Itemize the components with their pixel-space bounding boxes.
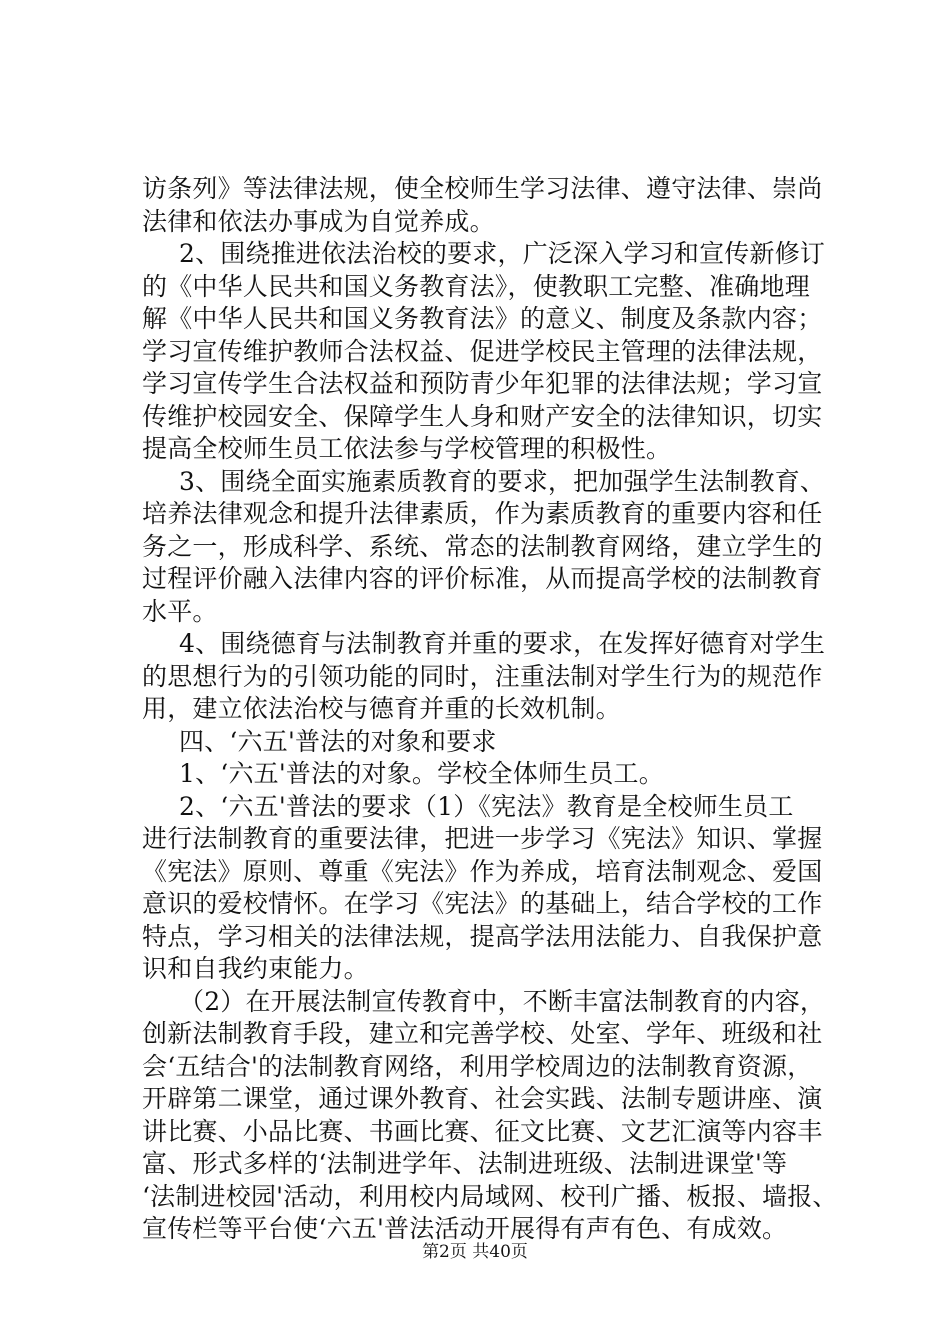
text-line: 讲比赛、小品比赛、书画比赛、征文比赛、文艺汇演等内容丰 (142, 1116, 823, 1146)
text-line: 开辟第二课堂，通过课外教育、社会实践、法制专题讲座、演 (142, 1084, 823, 1113)
paragraph-start: 2、‘六五'普法的要求（1）《宪法》教育是全校师生员工 (179, 791, 794, 821)
paragraph-start: 1、‘六五'普法的对象。学校全体师生员工。 (179, 759, 664, 788)
text-line: 特点，学习相关的法律法规，提高学法用法能力、自我保护意 (142, 921, 823, 951)
text-line: 《宪法》原则、尊重《宪法》作为养成，培育法制观念、爱国 (142, 856, 823, 886)
text-line: 进行法制教育的重要法律，把进一步学习《宪法》知识、掌握 (142, 824, 823, 853)
section-heading: 四、‘六五'普法的对象和要求 (179, 726, 497, 756)
text-line: 意识的爱校情怀。在学习《宪法》的基础上，结合学校的工作 (142, 889, 823, 918)
paragraph-start: 2、围绕推进依法治校的要求，广泛深入学习和宣传新修订 (179, 239, 826, 268)
document-body (142, 173, 838, 1246)
text-line: 用，建立依法治校与德育并重的长效机制。 (142, 694, 621, 723)
text-line: 的思想行为的引领功能的同时，注重法制对学生行为的规范作 (142, 661, 823, 691)
paragraph-start: （2）在开展法制宣传教育中，不断丰富法制教育的内容， (179, 986, 826, 1016)
text-line: 培养法律观念和提升法律素质，作为素质教育的重要内容和任 (142, 499, 823, 528)
text-line: 法律和依法办事成为自觉养成。 (142, 206, 495, 236)
text-line: 会‘五结合'的法制教育网络，利用学校周边的法制教育资源， (142, 1051, 813, 1081)
text-line: 解《中华人民共和国义务教育法》的意义、制度及条款内容； (142, 304, 823, 333)
text-line: 水平。 (142, 596, 218, 626)
text-line: 访条列》等法律法规，使全校师生学习法律、遵守法律、崇尚 (142, 174, 823, 203)
text-line: ‘法制进校园'活动，利用校内局域网、校刊广播、板报、墙报、 (142, 1181, 838, 1211)
paragraph-start: 3、围绕全面实施素质教育的要求，把加强学生法制教育、 (179, 466, 826, 496)
text-line: 传维护校园安全、保障学生人身和财产安全的法律知识，切实 (142, 401, 823, 431)
text-line: 提高全校师生员工依法参与学校管理的积极性。 (142, 434, 672, 463)
text-line: 的《中华人民共和国义务教育法》，使教职工完整、准确地理 (142, 271, 810, 301)
text-line: 过程评价融入法律内容的评价标准，从而提高学校的法制教育 (142, 564, 823, 593)
text-line: 务之一，形成科学、系统、常态的法制教育网络，建立学生的 (142, 531, 823, 561)
paragraph-start: 4、围绕德育与法制教育并重的要求，在发挥好德育对学生 (179, 629, 826, 658)
text-line: 创新法制教育手段，建立和完善学校、处室、学年、班级和社 (142, 1019, 823, 1048)
text-line: 宣传栏等平台使‘六五'普法活动开展得有声有色、有成效。 (142, 1214, 788, 1243)
text-line: 学习宣传学生合法权益和预防青少年犯罪的法律法规；学习宣 (142, 369, 823, 398)
page-number-footer: 第2页 共40页 (422, 1242, 528, 1262)
text-line: 识和自我约束能力。 (142, 954, 369, 983)
text-line: 富、形式多样的‘法制进学年、法制进班级、法制进课堂'等 (142, 1149, 788, 1178)
text-line: 学习宣传维护教师合法权益、促进学校民主管理的法律法规， (142, 336, 823, 366)
